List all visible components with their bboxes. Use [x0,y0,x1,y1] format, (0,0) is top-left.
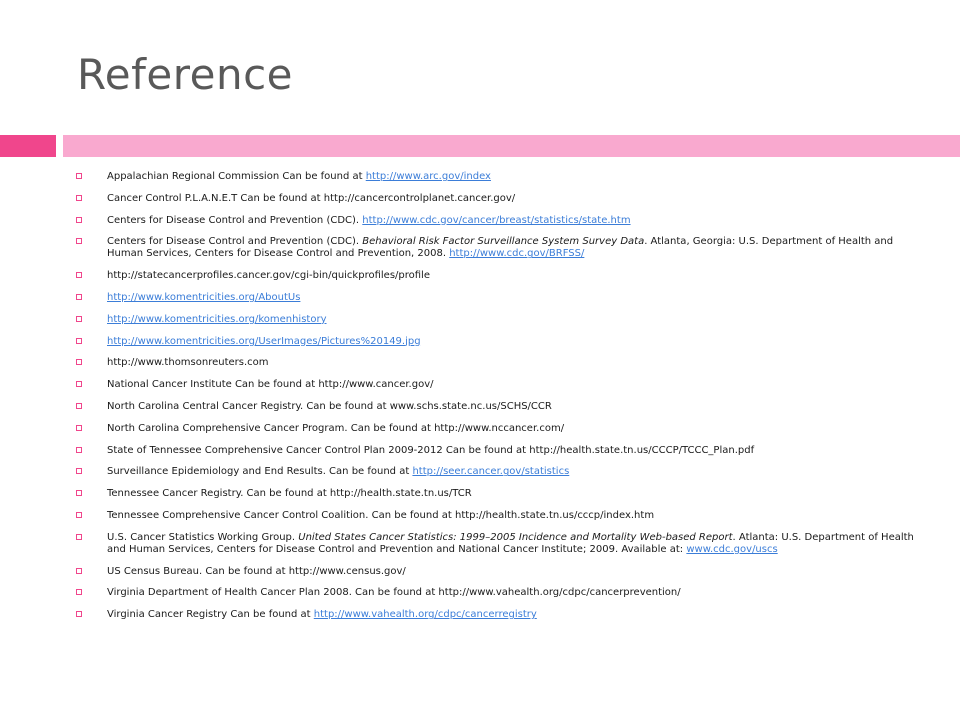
square-bullet-icon [76,589,82,595]
reference-item [76,466,914,478]
accent-band-right [63,135,960,157]
square-bullet-icon [76,512,82,518]
reference-text: Cancer Control P.L.A.N.E.T Can be found at http://cancercontrolplanet.cancer.gov/ [107,192,516,204]
reference-item [76,532,914,556]
reference-item [76,510,914,522]
square-bullet-icon [76,294,82,300]
reference-text: Tennessee Comprehensive Cancer Control Coalition. Can be found at http://health.state.tn.us/cccp/index.htm [107,509,655,521]
square-bullet-icon [76,611,82,617]
square-bullet-icon [76,316,82,322]
reference-link[interactable]: http://www.vahealth.org/cdpc/cancerregistry [313,609,537,621]
reference-text: Virginia Cancer Registry Can be found at [107,609,314,621]
reference-text: US Census Bureau. Can be found at http://www.census.gov/ [107,565,406,577]
reference-text: Centers for Disease Control and Prevention (CDC). [107,214,363,226]
square-bullet-icon [76,447,82,453]
reference-item [76,270,914,282]
reference-text: North Carolina Central Cancer Registry. Can be found at www.schs.state.nc.us/SCHS/CCR [107,400,552,412]
reference-item [76,193,914,205]
reference-link[interactable]: http://www.arc.gov/index [365,171,491,182]
reference-text: Appalachian Regional Commission Can be found at [107,171,366,182]
page-title: Reference [77,50,293,99]
reference-text: State of Tennessee Comprehensive Cancer Control Plan 2009-2012 Can be found at http://health.state.tn.us/CCCP/TCCC_Plan.pdf [107,444,755,456]
reference-link[interactable]: www.cdc.gov/uscs [686,543,778,555]
reference-text: North Carolina Comprehensive Cancer Program. Can be found at http://www.nccancer.com/ [107,422,565,434]
reference-link[interactable]: http://www.cdc.gov/cancer/breast/statistics/state.htm [362,214,631,226]
reference-item [76,488,914,500]
reference-item [76,292,914,304]
square-bullet-icon [76,195,82,201]
reference-text: http://www.thomsonreuters.com [107,357,269,369]
square-bullet-icon [76,338,82,344]
square-bullet-icon [76,568,82,574]
reference-link[interactable]: http://www.komentricities.org/UserImages/Pictures%20149.jpg [107,335,421,347]
reference-item [76,587,914,599]
reference-item [76,445,914,457]
square-bullet-icon [76,359,82,365]
reference-item [76,423,914,435]
reference-item [76,336,914,348]
reference-text: . Atlanta, Georgia: U.S. Department of Health and Human Services, Centers for Disease Control and Prevention, 2008. [107,236,894,260]
reference-title-italic: Behavioral Risk Factor Surveillance System Survey Data [362,236,645,248]
reference-link[interactable]: http://www.cdc.gov/BRFSS/ [449,248,585,260]
reference-text: Tennessee Cancer Registry. Can be found at http://health.state.tn.us/TCR [107,488,472,500]
square-bullet-icon [76,403,82,409]
reference-link[interactable]: http://seer.cancer.gov/statistics [412,466,570,478]
reference-item [76,357,914,369]
square-bullet-icon [76,490,82,496]
reference-text: Centers for Disease Control and Prevention (CDC). [107,236,363,248]
reference-item [76,171,914,183]
reference-text: National Cancer Institute Can be found at http://www.cancer.gov/ [107,379,434,391]
reference-list [76,171,914,631]
reference-text: http://statecancerprofiles.cancer.gov/cgi-bin/quickprofiles/profile [107,270,430,282]
reference-text: Surveillance Epidemiology and End Results. Can be found at [107,466,413,478]
reference-text: Virginia Department of Health Cancer Plan 2008. Can be found at http://www.vahealth.org/cdpc/cancerprevention/ [107,587,681,599]
reference-link[interactable]: http://www.komentricities.org/komenhistory [107,313,327,325]
square-bullet-icon [76,238,82,244]
reference-item [76,609,914,621]
reference-item [76,401,914,413]
square-bullet-icon [76,217,82,223]
square-bullet-icon [76,534,82,540]
reference-item [76,566,914,578]
reference-item [76,215,914,227]
square-bullet-icon [76,381,82,387]
reference-item [76,379,914,391]
accent-band-left [0,135,56,157]
reference-text: . Atlanta: U.S. Department of Health and Human Services, Centers for Disease Control and Prevention and National Cancer Institute; 2009. Available at: [107,531,914,555]
square-bullet-icon [76,173,82,179]
square-bullet-icon [76,272,82,278]
reference-link[interactable]: http://www.komentricities.org/AboutUs [107,291,301,303]
reference-item [76,236,914,260]
reference-item [76,314,914,326]
reference-text: U.S. Cancer Statistics Working Group. [107,531,299,543]
square-bullet-icon [76,468,82,474]
reference-title-italic: United States Cancer Statistics: 1999–2005 Incidence and Mortality Web-based Report [298,531,733,543]
square-bullet-icon [76,425,82,431]
